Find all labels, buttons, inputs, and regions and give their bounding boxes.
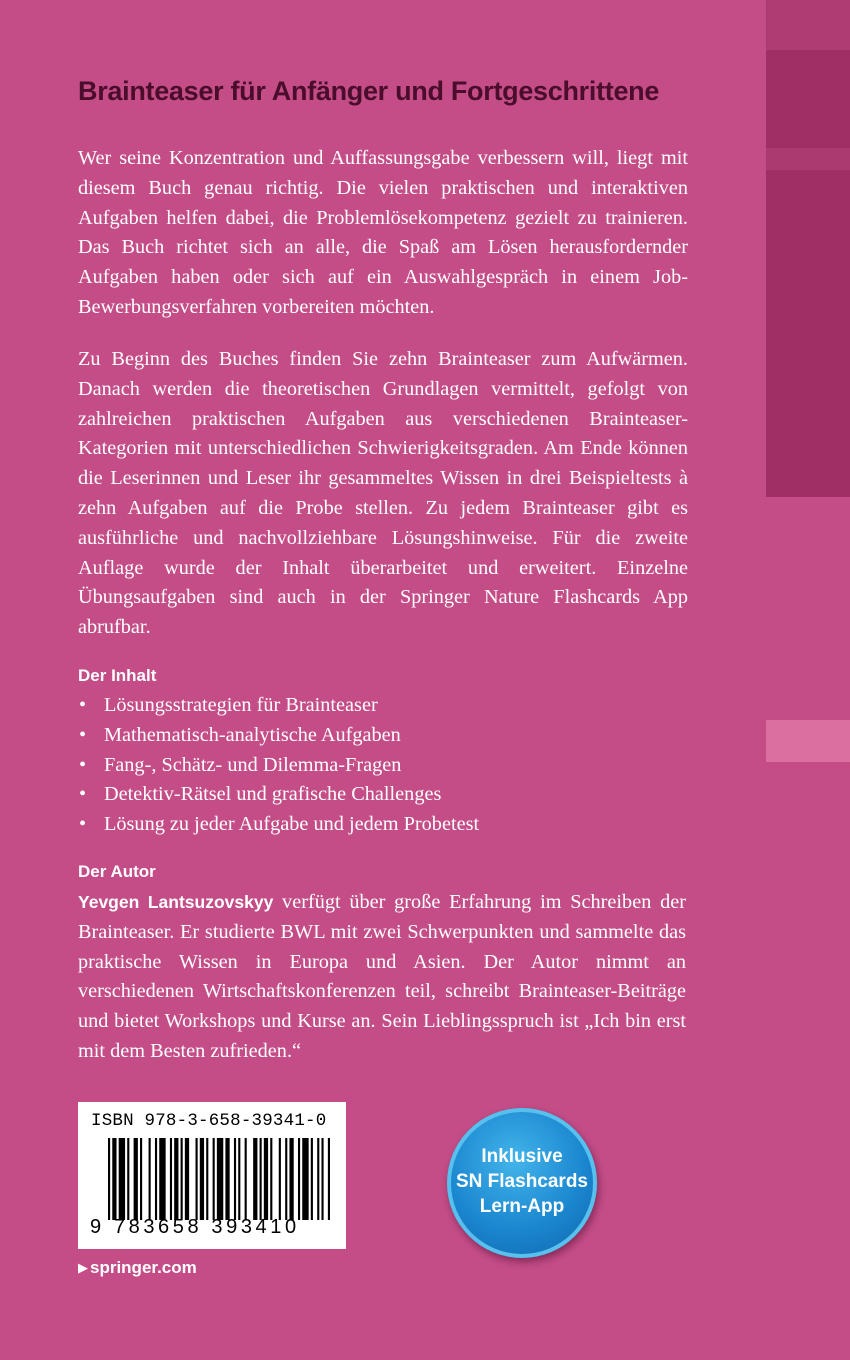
headline: Brainteaser für Anfänger und Fortgeschrittene xyxy=(78,76,660,106)
contents-list xyxy=(78,691,678,840)
arrow-right-icon: ▶ xyxy=(78,1260,88,1275)
list-item: • Detektiv-Rätsel und grafische Challenges xyxy=(78,780,678,810)
list-item: • Lösungsstrategien für Brainteaser xyxy=(78,691,678,721)
author-bio xyxy=(78,888,686,1067)
list-item: • Lösung zu jeder Aufgabe und jedem Probetest xyxy=(78,810,678,840)
side-accent-bar xyxy=(766,720,850,762)
side-band-stripe xyxy=(766,148,850,170)
barcode xyxy=(78,1102,346,1249)
barcode-digits: 9 783658 393410 xyxy=(90,1216,300,1238)
bullet-icon: • xyxy=(79,783,87,806)
bullet-icon: • xyxy=(79,753,87,776)
badge-text: Inklusive SN Flashcards Lern-App xyxy=(456,1146,588,1217)
list-item: • Fang-, Schätz- und Dilemma-Fragen xyxy=(78,751,678,781)
side-color-band xyxy=(766,0,850,497)
contents-heading: Der Inhalt xyxy=(78,666,157,685)
bullet-icon: • xyxy=(79,723,87,746)
barcode-bars-icon xyxy=(108,1138,330,1220)
flashcards-badge xyxy=(447,1108,597,1258)
description-paragraph-1: Wer seine Konzentration und Auffassungsgabe verbessern will, liegt mit diesem Buch genau richtig. Die vielen praktischen und interaktiven Aufgaben helfen dabei, die Problemlösekompetenz gezielt zu trainieren. Das Buch richtet sich an alle, die Spaß am Lösen herausfordernder Aufgaben haben oder sich auf ein Auswahlgespräch in einem Job-Bewerbungsverfahren vorbereiten möchten. xyxy=(78,147,688,318)
author-name: Yevgen Lantsuzovskyy xyxy=(78,892,274,912)
bullet-icon: • xyxy=(79,694,87,716)
website-link[interactable]: ▶ springer.com xyxy=(78,1258,197,1277)
isbn-label: ISBN 978-3-658-39341-0 xyxy=(91,1111,327,1131)
description-paragraph-2: Zu Beginn des Buches finden Sie zehn Brainteaser zum Aufwärmen. Danach werden die theoretischen Grundlagen vermittelt, gefolgt von zahlreichen praktischen Aufgaben aus verschiedenen Brainteaser-Kategorien mit unterschiedlichen Schwierigkeitsgraden. Am Ende können die Leserinnen und Leser ihr gesammeltes Wissen in drei Beispieltests à zehn Aufgaben auf die Probe stellen. Zu jedem Brainteaser gibt es ausführliche und nachvollziehbare Lösungshinweise. Für die zweite Auflage wurde der Inhalt überarbeitet und erweitert. Einzelne Übungsaufgaben sind auch in der Springer Nature Flashcards App abrufbar. xyxy=(78,348,688,639)
author-heading: Der Autor xyxy=(78,862,156,881)
bullet-icon: • xyxy=(79,813,87,836)
list-item: • Mathematisch-analytische Aufgaben xyxy=(78,721,678,751)
side-band-stripe xyxy=(766,0,850,50)
author-bio-text: verfügt über große Erfahrung im Schreiben der Brainteaser. Er studierte BWL mit zwei Schwerpunkten und sammelte das praktische Wissen in Europa und Asien. Der Autor nimmt an verschiedenen Wirtschaftskonferenzen teil, schreibt Brainteaser-Beiträge und bietet Workshops und Kurse an. Sein Lieblingsspruch ist „Ich bin erst mit dem Besten zufrieden.“ xyxy=(78,891,686,1062)
